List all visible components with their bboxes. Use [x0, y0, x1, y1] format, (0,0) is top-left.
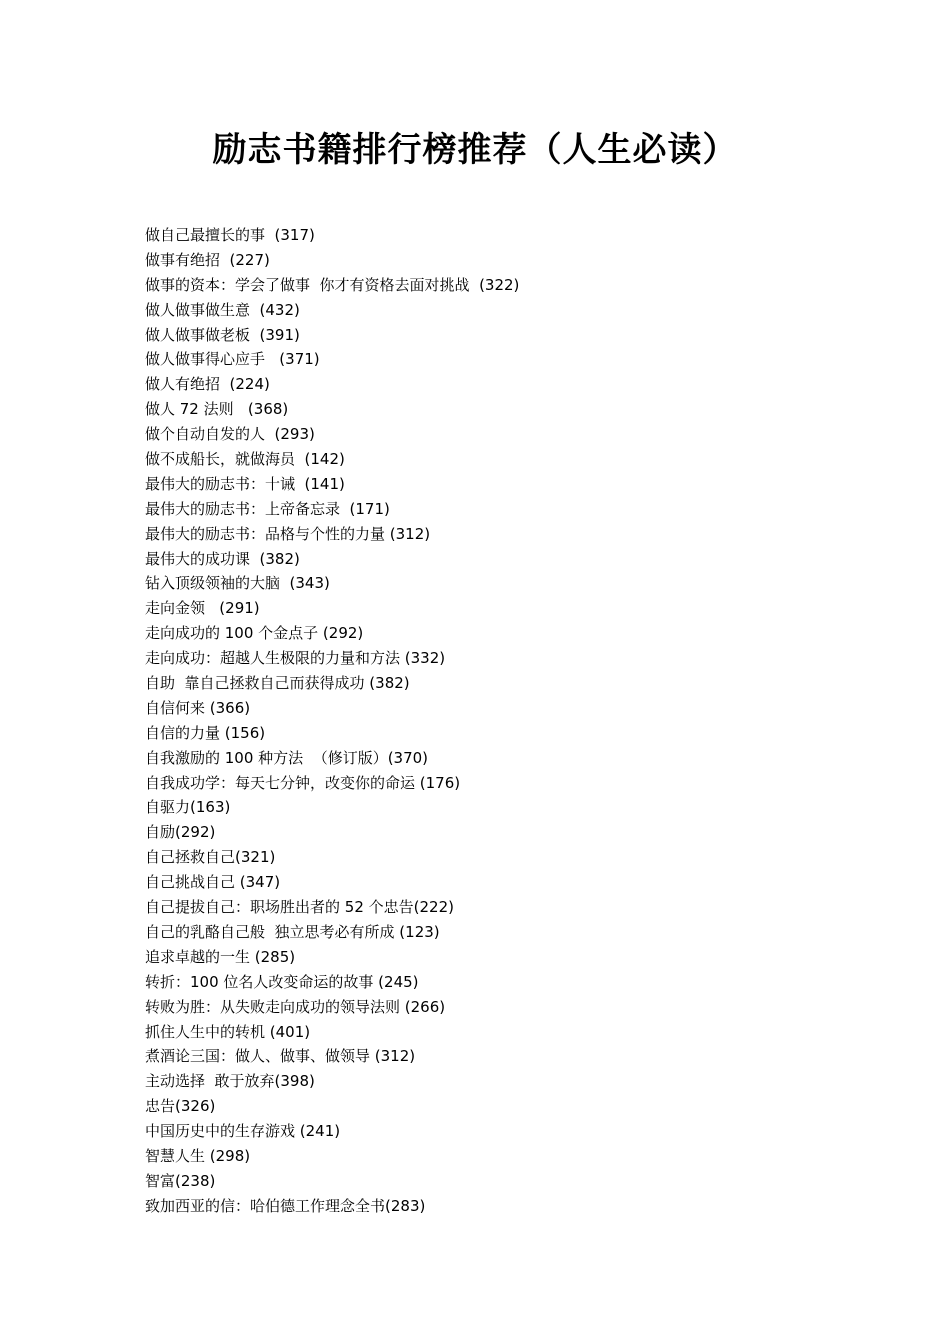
book-entry: 中国历史中的生存游戏 (241)	[145, 1122, 341, 1141]
book-entry: 做人有绝招 (224)	[145, 375, 270, 394]
book-entry: 自己的乳酪自己般 独立思考必有所成 (123)	[145, 922, 440, 941]
book-entry: 自信何来 (366)	[145, 698, 251, 717]
book-entry: 最伟大的励志书：品格与个性的力量 (312)	[145, 524, 431, 543]
book-entry: 转败为胜：从失败走向成功的领导法则 (266)	[145, 997, 446, 1016]
book-entry: 自己挑战自己 (347)	[145, 873, 281, 892]
book-entry: 做自己最擅长的事 (317)	[145, 226, 315, 244]
document-title: 励志书籍排行榜推荐（人生必读）	[212, 130, 738, 170]
book-entry: 自己提拔自己：职场胜出者的 52 个忠告(222)	[145, 898, 454, 917]
book-entry: 做事的资本：学会了做事 你才有资格去面对挑战 (322)	[145, 275, 520, 294]
book-entry: 自己拯救自己(321)	[145, 848, 276, 867]
book-entry: 煮酒论三国：做人、做事、做领导 (312)	[145, 1047, 416, 1066]
book-entry: 做人 72 法则 (368)	[145, 400, 289, 419]
book-entry: 做不成船长，就做海员 (142)	[145, 450, 345, 469]
book-entry: 智富(238)	[145, 1171, 216, 1190]
book-entry: 最伟大的励志书：十诫 (141)	[145, 474, 345, 493]
book-entry: 致加西亚的信：哈伯德工作理念全书(283)	[145, 1196, 426, 1215]
book-entry: 自驱力(163)	[145, 798, 231, 817]
book-entry: 转折：100 位名人改变命运的故事 (245)	[145, 972, 419, 991]
book-entry: 走向成功的 100 个金点子 (292)	[145, 624, 364, 643]
book-entry: 自励(292)	[145, 823, 216, 842]
book-entry: 做人做事得心应手 (371)	[145, 350, 320, 369]
book-entry: 走向成功：超越人生极限的力量和方法 (332)	[145, 649, 446, 668]
book-entry: 做事有绝招 (227)	[145, 250, 270, 269]
book-entry: 主动选择 敢于放弃(398)	[145, 1072, 315, 1091]
book-entry: 忠告(326)	[145, 1097, 216, 1116]
book-entry: 自信的力量 (156)	[145, 723, 266, 742]
book-entry: 追求卓越的一生 (285)	[145, 947, 296, 966]
book-entry: 做人做事做生意 (432)	[145, 300, 300, 319]
book-list	[145, 223, 885, 1219]
book-entry: 做人做事做老板 (391)	[145, 325, 300, 344]
book-entry: 抓住人生中的转机 (401)	[145, 1022, 311, 1041]
book-entry: 智慧人生 (298)	[145, 1146, 251, 1165]
book-entry: 走向金领 (291)	[145, 599, 260, 618]
book-entry: 自我激励的 100 种方法 （修订版）(370)	[145, 748, 429, 767]
book-entry: 最伟大的成功课 (382)	[145, 549, 300, 568]
book-entry: 最伟大的励志书：上帝备忘录 (171)	[145, 499, 390, 518]
book-entry: 做个自动自发的人 (293)	[145, 425, 315, 444]
book-entry: 钻入顶级领袖的大脑 (343)	[145, 574, 330, 593]
book-entry: 自我成功学：每天七分钟，改变你的命运 (176)	[145, 773, 461, 792]
book-entry: 自助 靠自己拯救自己而获得成功 (382)	[145, 674, 410, 693]
